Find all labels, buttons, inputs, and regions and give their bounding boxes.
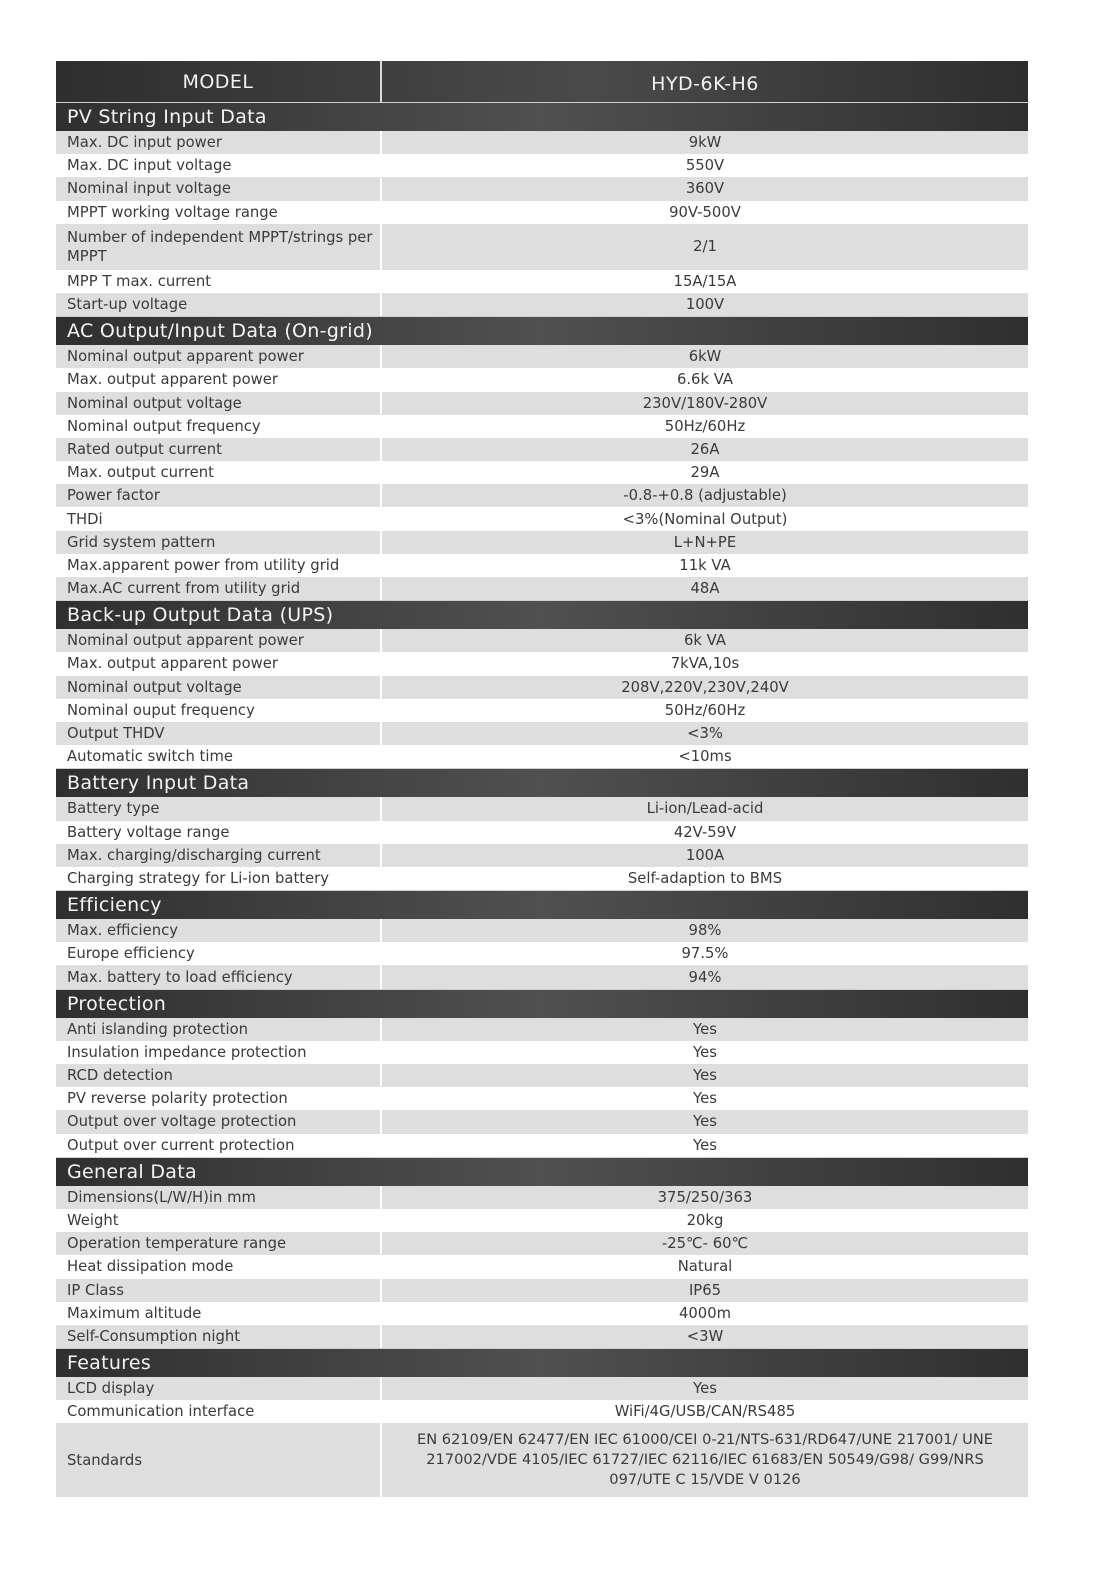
spec-value: 94% — [382, 965, 1028, 988]
spec-label: LCD display — [56, 1377, 382, 1400]
spec-label: Automatic switch time — [56, 745, 382, 768]
spec-value: -25℃- 60℃ — [382, 1232, 1028, 1255]
spec-label: Charging strategy for Li-ion battery — [56, 867, 382, 890]
spec-row — [56, 1064, 1028, 1087]
spec-value: Yes — [693, 1090, 717, 1108]
spec-row — [56, 438, 1028, 461]
spec-label: MPPT working voltage range — [56, 201, 382, 224]
spec-value: 6kW — [382, 345, 1028, 368]
spec-row — [56, 1232, 1028, 1255]
spec-row — [56, 507, 1028, 530]
spec-row — [56, 1255, 1028, 1278]
spec-value: Yes — [382, 1110, 1028, 1133]
spec-value: 208V,220V,230V,240V — [382, 676, 1028, 699]
spec-label: Weight — [56, 1209, 382, 1232]
spec-label: Max. DC input power — [56, 131, 382, 154]
spec-value: 2/1 — [382, 224, 1028, 270]
spec-label: Anti islanding protection — [56, 1018, 382, 1041]
spec-value: 230V/180V-280V — [382, 392, 1028, 415]
spec-label: Communication interface — [56, 1400, 382, 1423]
spec-value: 26A — [382, 438, 1028, 461]
spec-label: Power factor — [56, 484, 382, 507]
spec-value: 98% — [382, 919, 1028, 942]
spec-value: <3% — [382, 722, 1028, 745]
spec-label: Battery type — [56, 797, 382, 820]
section-heading: Battery Input Data — [56, 768, 1028, 797]
spec-row — [56, 531, 1028, 554]
spec-row — [56, 392, 1028, 415]
spec-label: Nominal ouput frequency — [56, 699, 382, 722]
spec-value: Yes — [382, 1064, 1028, 1087]
spec-row — [56, 177, 1028, 200]
spec-label: Heat dissipation mode — [56, 1255, 382, 1278]
spec-value: <10ms — [678, 748, 732, 766]
spec-value: Yes — [382, 1377, 1028, 1400]
spec-label: Nominal output voltage — [56, 392, 382, 415]
spec-label: Start-up voltage — [56, 293, 382, 316]
spec-row — [56, 919, 1028, 942]
spec-row — [56, 676, 1028, 699]
spec-label: Nominal input voltage — [56, 177, 382, 200]
spec-label: Nominal output apparent power — [56, 629, 382, 652]
spec-label: Number of independent MPPT/strings per MPPT — [56, 224, 382, 270]
spec-label: Output over voltage protection — [56, 1110, 382, 1133]
spec-value: IP65 — [382, 1279, 1028, 1302]
spec-label: RCD detection — [56, 1064, 382, 1087]
spec-row — [56, 461, 1028, 484]
spec-row — [56, 1134, 1028, 1157]
spec-value: L+N+PE — [382, 531, 1028, 554]
spec-label: Max.AC current from utility grid — [56, 577, 382, 600]
section-heading: PV String Input Data — [56, 102, 1028, 131]
spec-label: Rated output current — [56, 438, 382, 461]
spec-row — [56, 1423, 1028, 1497]
spec-row — [56, 577, 1028, 600]
spec-value: 6.6k VA — [676, 371, 734, 389]
spec-label: Max. output current — [56, 461, 382, 484]
spec-row — [56, 1302, 1028, 1325]
spec-row — [56, 965, 1028, 988]
spec-label: PV reverse polarity protection — [56, 1087, 382, 1110]
spec-label: Dimensions(L/W/H)in mm — [56, 1186, 382, 1209]
spec-value: Self-adaption to BMS — [627, 869, 783, 887]
spec-label: Max. output apparent power — [56, 652, 382, 675]
model-value: HYD-6K-H6 — [651, 72, 759, 95]
spec-row — [56, 722, 1028, 745]
spec-value: Yes — [382, 1018, 1028, 1041]
spec-row — [56, 1110, 1028, 1133]
spec-label: Grid system pattern — [56, 531, 382, 554]
section-heading: AC Output/Input Data (On-grid) — [56, 316, 1028, 345]
spec-value: 550V — [685, 157, 725, 175]
spec-value: 100V — [382, 293, 1028, 316]
spec-label: Maximum altitude — [56, 1302, 382, 1325]
spec-value: 50Hz/60Hz — [664, 701, 746, 719]
spec-row — [56, 131, 1028, 154]
spec-label: Output over current protection — [56, 1134, 382, 1157]
spec-row — [56, 797, 1028, 820]
section-heading: Protection — [56, 989, 1028, 1018]
spec-value: Yes — [693, 1136, 717, 1154]
spec-sheet — [56, 61, 1028, 1497]
spec-row — [56, 1041, 1028, 1064]
spec-label: IP Class — [56, 1279, 382, 1302]
spec-row — [56, 844, 1028, 867]
spec-label: Max. output apparent power — [56, 368, 382, 391]
spec-row — [56, 699, 1028, 722]
spec-value: -0.8-+0.8 (adjustable) — [382, 484, 1028, 507]
spec-label: Europe efficiency — [56, 942, 382, 965]
spec-label: Max. charging/discharging current — [56, 844, 382, 867]
spec-row — [56, 554, 1028, 577]
spec-row — [56, 1209, 1028, 1232]
section-heading: Features — [56, 1348, 1028, 1377]
spec-label: Max. DC input voltage — [56, 154, 382, 177]
spec-value: Li-ion/Lead-acid — [382, 797, 1028, 820]
spec-row — [56, 942, 1028, 965]
spec-value: Natural — [677, 1258, 733, 1276]
spec-row — [56, 345, 1028, 368]
spec-value: 4000m — [678, 1304, 732, 1322]
spec-label: Operation temperature range — [56, 1232, 382, 1255]
spec-row — [56, 270, 1028, 293]
spec-value: 100A — [382, 844, 1028, 867]
spec-label: Insulation impedance protection — [56, 1041, 382, 1064]
spec-row — [56, 293, 1028, 316]
spec-row — [56, 1325, 1028, 1348]
spec-label: Max.apparent power from utility grid — [56, 554, 382, 577]
model-label: MODEL — [56, 61, 382, 102]
spec-row — [56, 867, 1028, 890]
spec-value: 11k VA — [679, 556, 731, 574]
spec-row — [56, 1400, 1028, 1423]
spec-row — [56, 154, 1028, 177]
spec-value: 9kW — [382, 131, 1028, 154]
spec-label: Nominal output apparent power — [56, 345, 382, 368]
spec-label: Nominal output frequency — [56, 415, 382, 438]
spec-value: 6k VA — [382, 629, 1028, 652]
spec-row — [56, 629, 1028, 652]
spec-value: 50Hz/60Hz — [664, 417, 746, 435]
spec-value: 375/250/363 — [382, 1186, 1028, 1209]
spec-label: Max. efficiency — [56, 919, 382, 942]
spec-label: Max. battery to load efficiency — [56, 965, 382, 988]
spec-row — [56, 652, 1028, 675]
spec-table-body — [56, 102, 1028, 1497]
spec-row — [56, 821, 1028, 844]
spec-value: WiFi/4G/USB/CAN/RS485 — [614, 1403, 796, 1421]
spec-value: EN 62109/EN 62477/EN IEC 61000/CEI 0-21/NTS-631/RD647/UNE 217001/ UNE 217002/VDE 4105/IEC 61727/IEC 62116/IEC 61683/EN 50549/G98/ G99/NRS 097/UTE C 15/VDE V 0126 — [382, 1423, 1028, 1497]
spec-value: <3%(Nominal Output) — [622, 510, 788, 528]
spec-value: 48A — [382, 577, 1028, 600]
spec-row — [56, 368, 1028, 391]
spec-row — [56, 224, 1028, 270]
spec-row — [56, 1087, 1028, 1110]
spec-label: Self-Consumption night — [56, 1325, 382, 1348]
spec-row — [56, 484, 1028, 507]
spec-value: 20kg — [686, 1212, 724, 1230]
model-header — [56, 61, 1028, 102]
spec-row — [56, 1186, 1028, 1209]
spec-label: Nominal output voltage — [56, 676, 382, 699]
spec-value: 97.5% — [681, 945, 729, 963]
spec-label: Output THDV — [56, 722, 382, 745]
spec-row — [56, 201, 1028, 224]
spec-label: MPP T max. current — [56, 270, 382, 293]
section-heading: General Data — [56, 1157, 1028, 1186]
spec-label: THDi — [56, 507, 382, 530]
spec-value: 42V-59V — [673, 823, 737, 841]
spec-row — [56, 1018, 1028, 1041]
spec-value: <3W — [382, 1325, 1028, 1348]
spec-value: Yes — [693, 1043, 717, 1061]
spec-row — [56, 415, 1028, 438]
spec-row — [56, 1279, 1028, 1302]
spec-value: 7kVA,10s — [670, 655, 740, 673]
spec-value: 15A/15A — [673, 272, 737, 290]
spec-label: Standards — [56, 1423, 382, 1497]
spec-row — [56, 1377, 1028, 1400]
section-heading: Back-up Output Data (UPS) — [56, 600, 1028, 629]
spec-value: 90V-500V — [669, 203, 741, 221]
spec-row — [56, 745, 1028, 768]
spec-value: 360V — [382, 177, 1028, 200]
spec-label: Battery voltage range — [56, 821, 382, 844]
section-heading: Efficiency — [56, 890, 1028, 919]
spec-value: 29A — [690, 464, 720, 482]
